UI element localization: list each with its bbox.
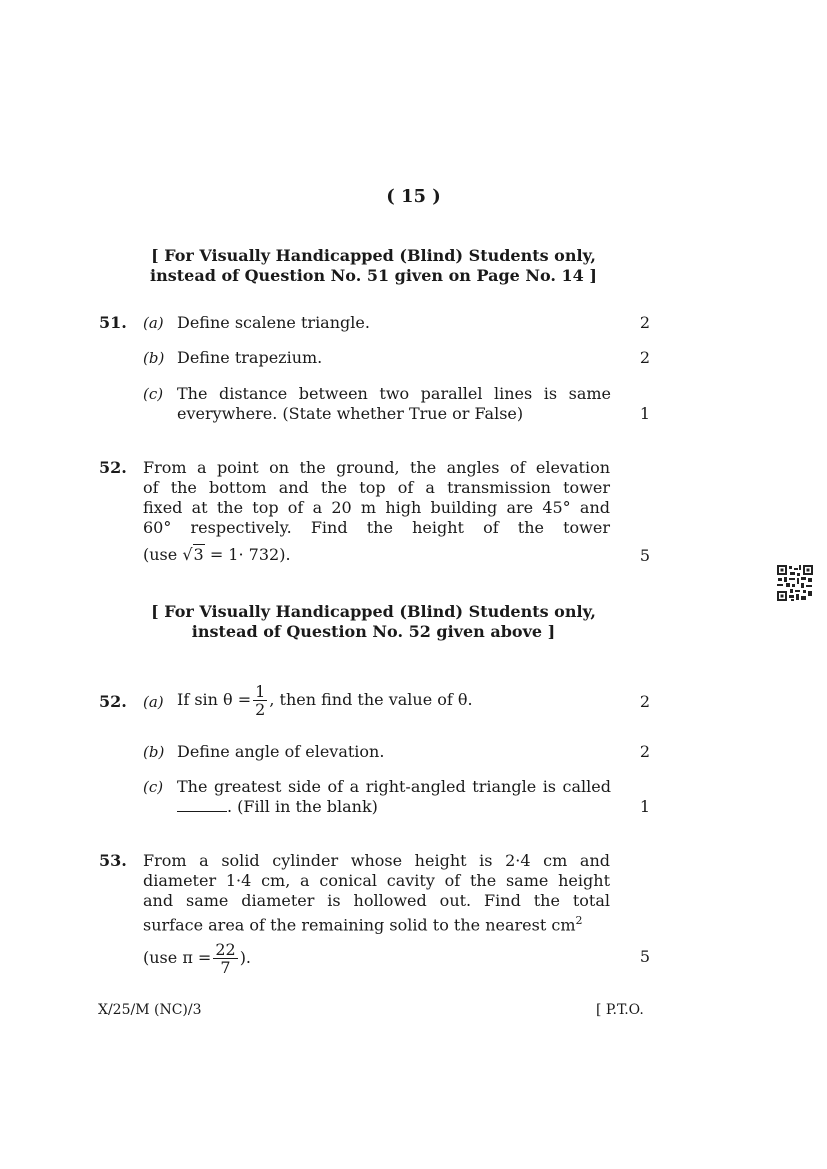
question-52-blind-number: 52. [99, 692, 127, 711]
q51-c-text-line-2: everywhere. (State whether True or False) [177, 404, 524, 423]
q53-use-line [143, 937, 610, 979]
q53-line-4 [143, 911, 610, 935]
page-number: ( 15 ) [386, 186, 441, 207]
q52-line-1: From a point on the ground, the angles of elevation [143, 458, 610, 477]
q51-a-marks: 2 [639, 313, 650, 332]
q51-a-text: Define scalene triangle. [177, 313, 370, 332]
q52-use-open: (use [143, 545, 178, 564]
q52-line-3: fixed at the top of a 20 m high building are 45° and [143, 498, 610, 517]
q52-line-2: of the bottom and the top of a transmission tower [143, 478, 610, 497]
banner-1-line-2: instead of Question No. 51 given on Page No. 14 ] [150, 266, 597, 285]
sqrt-argument: 3 [193, 545, 204, 564]
q52b-a-post: , then find the value of θ. [269, 690, 473, 709]
blind-students-banner-1 [100, 246, 647, 286]
fraction-denominator: 7 [220, 958, 231, 978]
q53-use-open: (use π = [143, 948, 212, 968]
sqrt-symbol: √ [182, 545, 193, 564]
fraction-22-over-7 [213, 941, 237, 976]
paper-code: X/25/M (NC)/3 [98, 1002, 202, 1018]
fraction-one-half [253, 683, 267, 718]
q51-b-label: (b) [143, 349, 165, 367]
q52-text [143, 458, 610, 565]
banner-2-line-1: [ For Visually Handicapped (Blind) Students only, [151, 602, 596, 621]
q51-c-text-line-1: The distance between two parallel lines is same [177, 384, 611, 403]
q52b-a-label: (a) [143, 693, 164, 711]
q52b-b-marks: 2 [639, 742, 650, 761]
q52b-a-pre: If sin θ = [177, 690, 252, 709]
fraction-numerator: 22 [215, 940, 236, 960]
q53-line-1: From a solid cylinder whose height is 2·4 cm and [143, 851, 610, 870]
q52-line-4: 60° respectively. Find the height of the tower [143, 518, 610, 537]
q52b-a-marks: 2 [639, 692, 650, 711]
q53-line-2: diameter 1·4 cm, a conical cavity of the same height [143, 871, 610, 890]
question-52-number: 52. [99, 458, 127, 477]
q51-b-marks: 2 [639, 348, 650, 367]
q52b-a-text [177, 680, 473, 720]
q53-use-close: ). [239, 948, 252, 968]
q52b-c-text-line-1: The greatest side of a right-angled triangle is called [177, 777, 611, 796]
q53-line-3: and same diameter is hollowed out. Find the total [143, 891, 610, 910]
fraction-numerator: 1 [255, 682, 266, 701]
q51-c-marks: 1 [639, 404, 650, 423]
q52-use-close: = 1· 732). [209, 545, 291, 564]
blind-students-banner-2 [100, 602, 647, 642]
q51-b-text: Define trapezium. [177, 348, 323, 367]
q52b-c-text-tail: . (Fill in the blank) [227, 797, 378, 816]
q52b-c-label: (c) [143, 778, 164, 796]
q51-c-label: (c) [143, 385, 164, 403]
q53-text [143, 851, 610, 979]
question-53-number: 53. [99, 851, 127, 870]
q52-marks: 5 [639, 546, 650, 565]
q51-a-label: (a) [143, 314, 164, 332]
fill-in-blank [177, 811, 227, 812]
q52b-c-text-line-2 [177, 797, 378, 817]
please-turn-over: [ P.T.O. [596, 1002, 644, 1018]
q52b-b-text: Define angle of elevation. [177, 742, 385, 761]
banner-1-line-1: [ For Visually Handicapped (Blind) Students only, [151, 246, 596, 265]
qr-code [776, 564, 814, 602]
q52-use-line [143, 545, 610, 565]
banner-2-line-2: instead of Question No. 52 given above ] [191, 622, 556, 641]
q53-marks: 5 [639, 947, 650, 966]
q53-line-4-text: surface area of the remaining solid to the nearest cm [143, 915, 576, 935]
fraction-denominator: 2 [255, 700, 266, 719]
q53-superscript: 2 [575, 914, 583, 927]
question-51-number: 51. [99, 313, 127, 332]
q52b-c-marks: 1 [639, 797, 650, 816]
q52b-b-label: (b) [143, 743, 165, 761]
